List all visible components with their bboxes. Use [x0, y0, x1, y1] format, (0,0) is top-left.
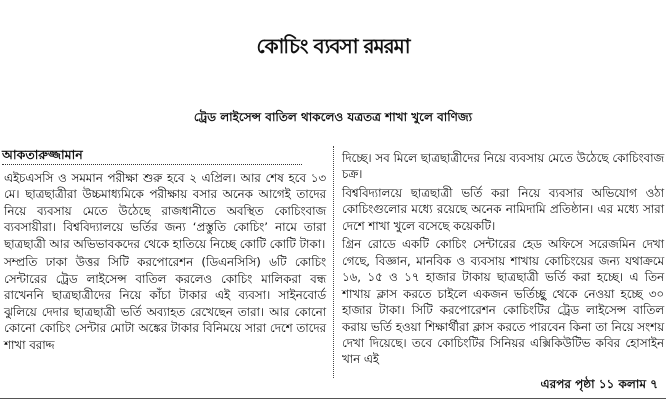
byline: আকতারুজ্জামান: [2, 146, 302, 165]
paragraph: সম্প্রতি ঢাকা উত্তর সিটি করপোরেশন (ডিএনসিসি) ৬টি কোচিং সেন্টারের ট্রেড লাইসেন্স বাতিল করলেও কোচিং মালিকরা বন্ধ রাখেননি ছাত্রছাত্রীদের নিয়ে কাঁচা টাকার এই ব্যবসা। সাইনবোর্ড ঝুলিয়ে দেদার ছাত্রছাত্রী ভর্তি অব্যাহত রেখেছেন তারা। আর কোনো কোনো কোচিং সেন্টার মোটা অঙ্কের টাকার বিনিময়ে সারা দেশে তাদের শাখা বরাদ্দ: [4, 255, 326, 352]
paragraph: বিশ্ববিদ্যালয়ে ছাত্রছাত্রী ভর্তি করা নিয়ে ব্যবসার অভিযোগ ওঠা কোচিংগুলোর মধ্যে রয়েছে অনেক নামিদামি প্রতিষ্ঠান। এর মধ্যে সারা দেশে শাখা খুলে বসেছে কয়েকটি।: [342, 185, 664, 233]
subheadline: ট্রেড লাইসেন্স বাতিল থাকলেও যত্রতত্র শাখা খুলে বাণিজ্য: [193, 110, 473, 124]
left-column: [4, 170, 326, 355]
paragraph: এইচএসসি ও সমমান পরীক্ষা শুরু হবে ২ এপ্রিল। আর শেষ হবে ১৩ মে। ছাত্রছাত্রীরা উচ্চমাধ্যমিকে পরীক্ষায় বসার অনেক আগেই তাদের নিয়ে ব্যবসায় মেতে উঠেছে রাজধানীতে অবস্থিত কোচিংবাজ ব্যবসায়ীরা। বিশ্ববিদ্যালয়ে ভর্তির জন্য ‘প্রস্তুতি কোচিং’ নামে তারা ছাত্রছাত্রী আর অভিভাবকদের থেকে হাতিয়ে নিচ্ছে কোটি কোটি টাকা।: [4, 171, 326, 251]
continuation-note: এরপর পৃষ্ঠা ১১ কলাম ৭: [540, 377, 658, 391]
paragraph: দিচ্ছে। সব মিলে ছাত্রছাত্রীদের নিয়ে ব্যবসায় মেতে উঠেছে কোচিংবাজ চক্র।: [342, 151, 664, 182]
headline: কোচিং ব্যবসা রমরমা: [256, 34, 410, 58]
column-divider: [333, 146, 334, 378]
bottom-rule: [0, 398, 666, 399]
paragraph: গ্রিন রোডে একটি কোচিং সেন্টারের হেড অফিসে সরেজমিন দেখা গেছে, বিজ্ঞান, মানবিক ও ব্যবসায় শাখায় কোচিংয়ের জন্য যথাক্রমে ১৬, ১৫ ও ১৭ হাজার টাকায় ছাত্রছাত্রী ভর্তি করা হচ্ছে। এ তিন শাখায় ক্লাস করতে চাইলে একজন ভর্তিচ্ছু থেকে নেওয়া হচ্ছে ৩০ হাজার টাকা। সিটি করপোরেশন কোচিংটির ট্রেড লাইসেন্স বাতিল করায় ভর্তি হওয়া শিক্ষার্থীরা ক্লাস করতে পারবেন কিনা তা নিয়ে সংশয় দেখা দিয়েছে। তবে কোচিংটির সিনিয়র এক্সিকিউটিভ কবির হোসাইন খান এই: [342, 237, 664, 367]
right-column: [342, 150, 664, 370]
